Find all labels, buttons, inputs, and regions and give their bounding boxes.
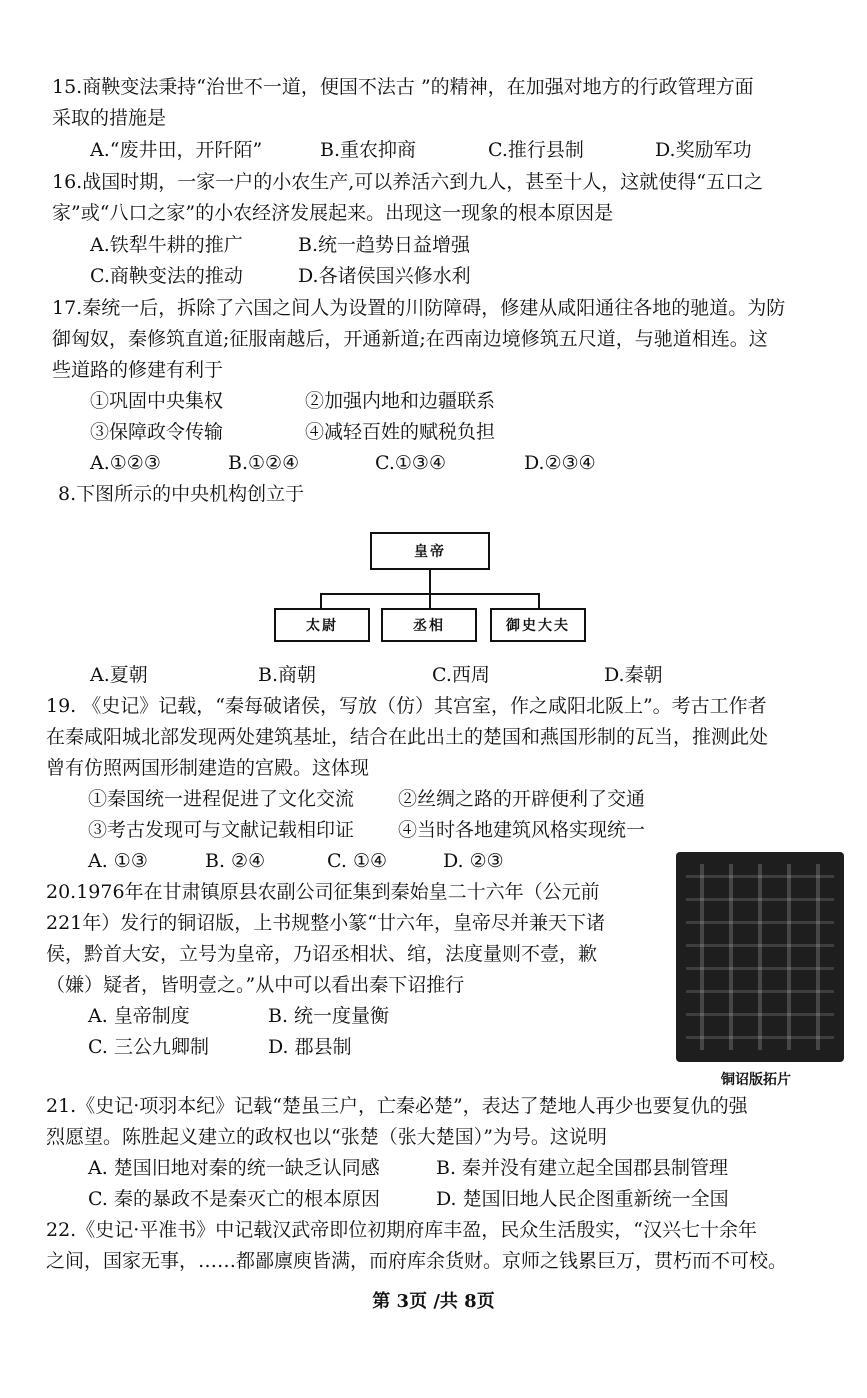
q19-option-b: B. ②④ [205,850,266,872]
q17-stem-line2: 御匈奴，秦修筑直道;征服南越后，开通新道;在西南边境修筑五尺道，与驰道相连。这 [52,328,768,350]
q17-stem-line1: 17.秦统一后，拆除了六国之间人为设置的川防障碍，修建从咸阳通往各地的驰道。为防 [52,297,786,319]
q16-option-d: D.各诸侯国兴修水利 [298,265,471,287]
q20-option-c: C. 三公九卿制 [88,1036,209,1058]
q17-item-3: ③保障政令传输 [90,421,224,443]
q19-item-3: ③考古发现可与文献记载相印证 [88,819,355,841]
q17-option-d: D.②③④ [524,452,596,474]
q16-stem-line2: 家”或“八口之家”的小农经济发展起来。出现这一现象的根本原因是 [52,202,614,224]
bronze-edict-rubbing-image [676,852,844,1062]
q19-option-a: A. ①③ [88,850,148,872]
q18-option-c: C.西周 [432,664,490,686]
q15-option-b: B.重农抑商 [320,139,417,161]
q20-stem-line1: 20.1976年在甘肃镇原县农副公司征集到秦始皇二十六年（公元前 [46,881,600,903]
diagram-box-chengxiang: 丞相 [381,608,477,642]
q21-option-b: B. 秦并没有建立起全国郡县制管理 [436,1157,729,1179]
q17-option-b: B.①②④ [228,452,300,474]
q21-option-a: A. 楚国旧地对秦的统一缺乏认同感 [88,1157,380,1179]
q20-option-d: D. 郡县制 [268,1036,352,1058]
page-number-footer: 第 3页 /共 8页 [372,1291,495,1312]
q20-stem-line2: 221年）发行的铜诏版，上书规整小篆“廿六年，皇帝尽并兼天下诸 [46,912,605,934]
q21-stem-line2: 烈愿望。陈胜起义建立的政权也以“张楚（张大楚国）”为号。这说明 [46,1126,607,1148]
q20-stem-line3: 侯，黔首大安，立号为皇帝，乃诏丞相状、绾，法度量则不壹，歉 [46,943,598,965]
q22-stem-line2: 之间，国家无事，……都鄙廪庾皆满，而府库余货财。京师之钱累巨万，贯朽而不可校。 [46,1250,788,1272]
q17-stem-line3: 些道路的修建有利于 [52,359,224,381]
q19-option-d: D. ②③ [443,850,504,872]
q20-stem-line4: （嫌）疑者，皆明壹之。”从中可以看出秦下诏推行 [46,974,465,996]
q16-option-b: B.统一趋势日益增强 [298,234,471,256]
q21-stem-line1: 21.《史记·项羽本纪》记载“楚虽三户，亡秦必楚”，表达了楚地人再少也要复仇的强 [46,1095,748,1117]
diagram-connector-vertical [429,570,431,594]
diagram-box-yushidafu: 御史大夫 [490,608,586,642]
q17-item-4: ④减轻百姓的赋税负担 [305,421,496,443]
q16-option-c: C.商鞅变法的推动 [90,265,243,287]
q19-stem-line1: 19. 《史记》记载，“秦每破诸侯，写放（仿）其宫室，作之咸阳北阪上”。考古工作者 [46,695,767,717]
q19-item-2: ②丝绸之路的开辟便利了交通 [398,788,646,810]
q17-item-1: ①巩固中央集权 [90,390,224,412]
q21-option-d: D. 楚国旧地人民企图重新统一全国 [436,1188,729,1210]
q15-stem-line2: 采取的措施是 [52,107,167,129]
q22-stem-line1: 22.《史记·平准书》中记载汉武帝即位初期府库丰盈，民众生活殷实，“汉兴七十余年 [46,1219,757,1241]
q19-item-1: ①秦国统一进程促进了文化交流 [88,788,355,810]
q20-option-b: B. 统一度量衡 [268,1005,390,1027]
q15-option-a: A.“废井田，开阡陌” [90,139,263,161]
q17-item-2: ②加强内地和边疆联系 [305,390,496,412]
q15-option-d: D.奖励军功 [655,139,752,161]
q18-option-a: A.夏朝 [90,664,148,686]
q19-option-c: C. ①④ [327,850,388,872]
diagram-connector-middle [429,593,431,609]
diagram-box-emperor: 皇帝 [370,532,490,570]
q19-stem-line2: 在秦咸阳城北部发现两处建筑基址，结合在此出土的楚国和燕国形制的瓦当，推测此处 [46,726,769,748]
q19-item-4: ④当时各地建筑风格实现统一 [398,819,646,841]
central-government-diagram [270,530,590,645]
q19-stem-line3: 曾有仿照两国形制建造的宫殿。这体现 [46,757,370,779]
q20-option-a: A. 皇帝制度 [88,1005,190,1027]
q17-option-a: A.①②③ [90,452,161,474]
q17-option-c: C.①③④ [375,452,446,474]
q18-option-b: B.商朝 [258,664,317,686]
q15-option-c: C.推行县制 [488,139,584,161]
q18-option-d: D.秦朝 [604,664,663,686]
q21-option-c: C. 秦的暴政不是秦灭亡的根本原因 [88,1188,380,1210]
rubbing-caption: 铜诏版拓片 [721,1072,791,1088]
q18-stem: 8.下图所示的中央机构创立于 [58,483,305,505]
q16-stem-line1: 16.战国时期，一家一户的小农生产,可以养活六到九人，甚至十人，这就使得“五口之 [52,171,763,193]
q15-stem-line1: 15.商鞅变法秉持“治世不一道，便国不法古 ”的精神，在加强对地方的行政管理方面 [52,76,754,98]
diagram-box-taiwei: 太尉 [274,608,370,642]
diagram-connector-left [320,593,322,609]
q16-option-a: A.铁犁牛耕的推广 [90,234,243,256]
diagram-connector-right [538,593,540,609]
